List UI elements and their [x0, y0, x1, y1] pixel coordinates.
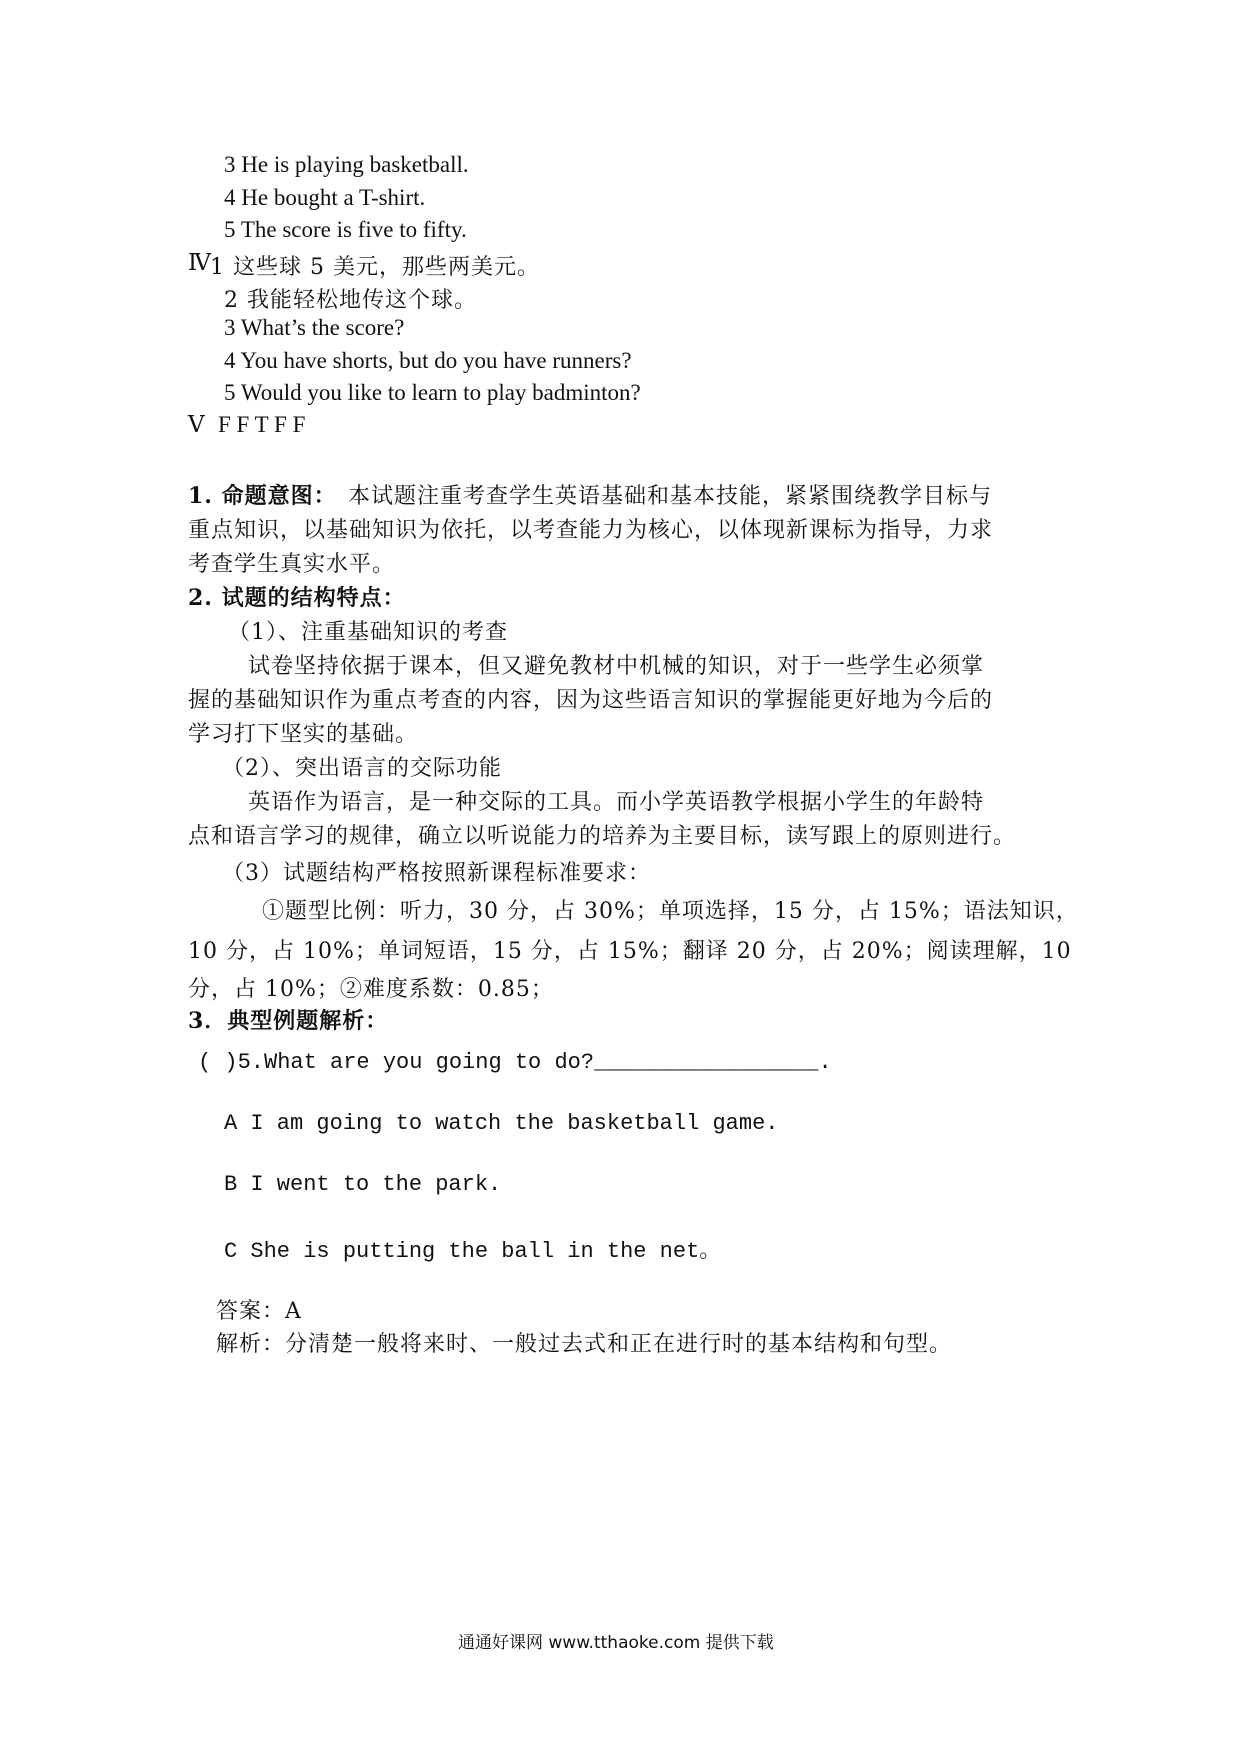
paragraph-line: ①题型比例：听力，30 分，占 30%；单项选择，15 分，占 15%；语法知识， [262, 899, 1079, 924]
example-question: ( )5.What are you going to do?_________________. [198, 1050, 832, 1075]
paragraph-line: 握的基础知识作为重点考查的内容，因为这些语言知识的掌握能更好地为今后的 [188, 688, 994, 713]
section-marker: Ⅴ [188, 412, 205, 437]
paragraph-line: 学习打下坚实的基础。 [188, 722, 419, 747]
paragraph-line: 英语作为语言，是一种交际的工具。而小学英语教学根据小学生的年龄特 [248, 790, 985, 815]
paragraph-line: 考查学生真实水平。 [188, 552, 396, 577]
paragraph-line: 试卷坚持依据于课本，但又避免教材中机械的知识，对于一些学生必须掌 [248, 654, 985, 679]
subsection-title: （2）、突出语言的交际功能 [222, 756, 502, 781]
answer-line: 2 我能轻松地传这个球。 [224, 288, 477, 313]
section-heading: 2. 试题的结构特点： [188, 585, 406, 611]
subsection-title: （1）、注重基础知识的考查 [228, 620, 508, 645]
answer-line: 1 这些球 5 美元，那些两美元。 [210, 255, 540, 280]
answer-line: 4 You have shorts, but do you have runners? [224, 348, 632, 373]
section-marker: Ⅳ [188, 250, 211, 275]
paragraph-line: 10 分，占 10%；单词短语，15 分，占 15%；翻译 20 分，占 20%；阅读理解，10 [188, 939, 1072, 964]
answer-line: 4 He bought a T-shirt. [224, 185, 426, 210]
option-b: B I went to the park. [224, 1172, 502, 1197]
section-heading: 3．典型例题解析： [188, 1008, 389, 1034]
page-footer: 通通好课网 www.tthaoke.com 提供下载 [458, 1633, 774, 1653]
answer-line: 5 Would you like to learn to play badminton? [224, 380, 641, 405]
option-c: C She is putting the ball in the net。 [224, 1239, 722, 1264]
paragraph-line: 分，占 10%；②难度系数：0.85； [188, 977, 554, 1002]
subsection-title: （3）试题结构严格按照新课程标准要求： [222, 861, 651, 886]
paragraph-label: 1. 命题意图： [188, 483, 337, 509]
explanation-text: 解析：分清楚一般将来时、一般过去式和正在进行时的基本结构和句型。 [216, 1332, 953, 1357]
answer-line: 3 What’s the score? [224, 315, 405, 340]
answer-line: F F T F F [218, 412, 306, 437]
answer-line: 5 The score is five to fifty. [224, 217, 467, 242]
paragraph-line: 点和语言学习的规律，确立以听说能力的培养为主要目标，读写跟上的原则进行。 [188, 824, 1017, 849]
option-a: A I am going to watch the basketball game. [224, 1111, 779, 1136]
paragraph-line: 重点知识，以基础知识为依托，以考查能力为核心，以体现新课标为指导，力求 [188, 518, 994, 543]
paragraph-line: 本试题注重考查学生英语基础和基本技能，紧紧围绕教学目标与 [348, 484, 993, 509]
answer-text: 答案：A [216, 1299, 302, 1324]
answer-line: 3 He is playing basketball. [224, 152, 469, 177]
